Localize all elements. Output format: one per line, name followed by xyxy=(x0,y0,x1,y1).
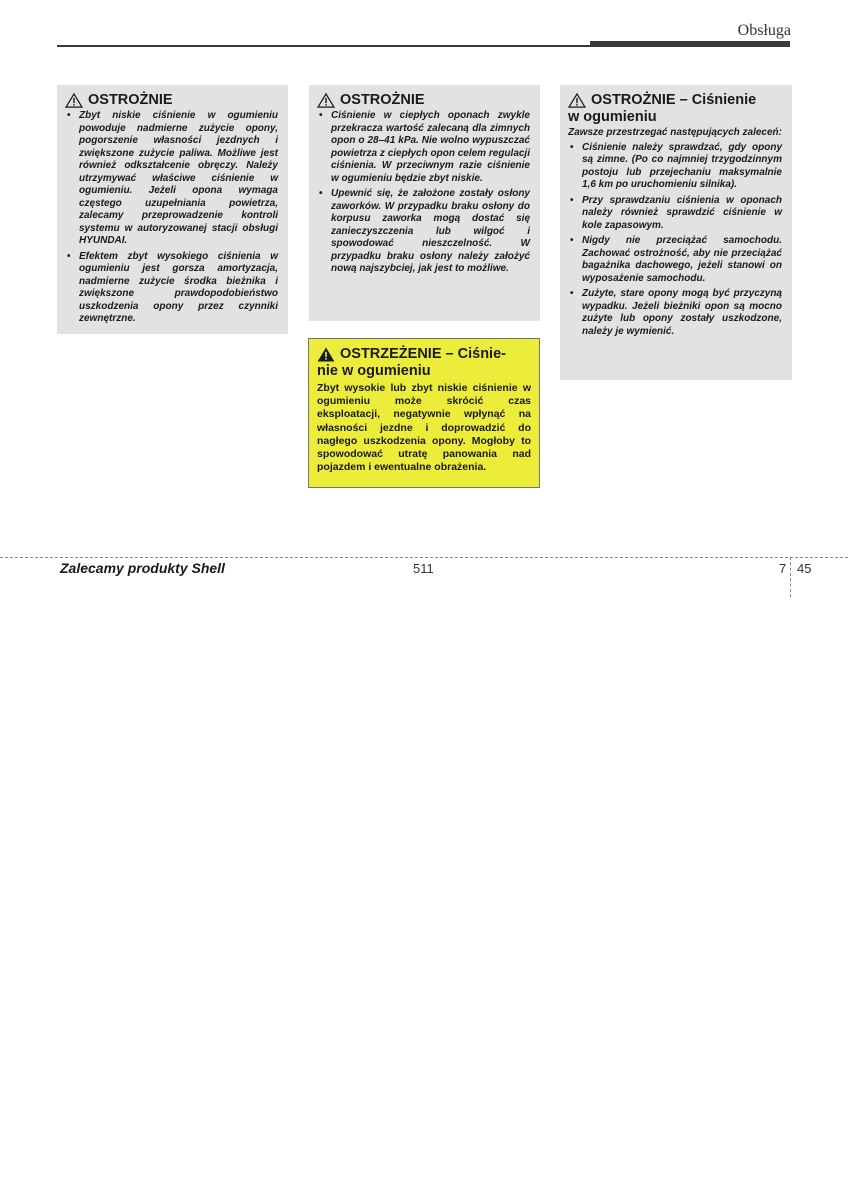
section-title: Obsługa xyxy=(737,22,791,39)
footer-vertical-cut-line xyxy=(790,557,791,597)
list-item: • Ciśnienie w ciepłych oponach zwykle przekracza wartość zalecaną dla zimnych opon o 28–41 kPa. Nie wolno wypuszczać powietrza z ciepłych opon celem regulacji ciśnienia. W przeciwnym razie ciśnienie w ogumieniu będzie zbyt niskie. xyxy=(317,110,530,185)
footer-cut-line xyxy=(0,557,848,558)
caution-title-line2: w ogumieniu xyxy=(568,109,657,125)
list-item: • Zbyt niskie ciśnienie w ogumieniu powoduje nadmierne zużycie opony, pogorszenie własności jezdnych i zwiększone zużycie paliwa. Możliwe jest również odkształcenie obręczy. Należy utrzymywać właściwe ciśnienie w ogumieniu. Jeżeli opona wymaga częstego uzupełniania powietrza, zalecamy przeprowadzenie kontroli systemu w autoryzowanej stacji obsługi HYUNDAI. xyxy=(65,110,278,248)
footer-page-number: 45 xyxy=(797,561,812,576)
caution-list xyxy=(317,110,530,276)
warning-title-text xyxy=(340,347,506,362)
caution-triangle-icon xyxy=(65,93,83,108)
warning-triangle-icon xyxy=(317,347,335,362)
caution-list xyxy=(65,110,278,326)
caution-title-text: OSTROŻNIE xyxy=(88,92,173,108)
list-item: • Nigdy nie przeciążać samochodu. Zachować ostrożność, aby nie przeciążać bagażnika dachowego, jeżeli stanowi on wyposażenie samochodu. xyxy=(568,235,782,285)
caution-triangle-icon xyxy=(568,93,586,108)
caution-intro: Zawsze przestrzegać następujących zaleceń: xyxy=(568,127,782,138)
list-item: • Efektem zbyt wysokiego ciśnienia w ogumieniu jest gorsza amortyzacja, nadmierne zużycie środka bieżnika i zwiększone prawdopodobieństwo uszkodzenia opony przez czynniki zewnętrzne. xyxy=(65,251,278,326)
caution-box-3 xyxy=(560,85,792,380)
warning-title-line1: OSTRZEŻENIE – Ciśnie- xyxy=(340,346,506,362)
footer-page-counter: 511 xyxy=(413,561,434,576)
caution-title-text: OSTROŻNIE – Ciśnienie xyxy=(591,92,757,108)
warning-text: Zbyt wysokie lub zbyt niskie ciśnienie w ogumieniu może skrócić czas eksploatacji, negatywnie wpłynąć na własności jezdne i doprowadzić do nagłego uszkodzenia opony. Mogłoby to spowodować utratę panowania nad pojazdem i ewentualne obrażenia. xyxy=(317,382,531,474)
caution-title xyxy=(317,93,530,108)
caution-triangle-icon xyxy=(317,93,335,108)
list-item: • Przy sprawdzaniu ciśnienia w oponach należy również sprawdzić ciśnienie w kole zapasowym. xyxy=(568,195,782,233)
warning-title xyxy=(317,347,531,362)
caution-title xyxy=(65,93,278,108)
list-item: • Upewnić się, że założone zostały osłony zaworków. W przypadku braku osłony do korpusu zaworka mogą dostać się zanieczyszczenia lub wilgoć i spowodować nieszczelność. W przypadku braku osłony należy założyć nową najszybciej, jak jest to możliwe. xyxy=(317,188,530,276)
caution-box-2 xyxy=(309,85,540,321)
caution-title xyxy=(568,93,782,108)
caution-list xyxy=(568,142,782,339)
caution-title-text: OSTROŻNIE xyxy=(340,92,425,108)
list-item: • Zużyte, stare opony mogą być przyczyną wypadku. Jeżeli bieżniki opon są mocno zużyte lub opony zostały uszkodzone, należy je wymienić. xyxy=(568,288,782,338)
footer-sponsor-text: Zalecamy produkty Shell xyxy=(60,560,225,576)
header-rule-accent xyxy=(590,41,790,47)
list-item: • Ciśnienie należy sprawdzać, gdy opony są zimne. (Po co najmniej trzygodzinnym postoju lub przejechaniu maksymalnie 1,6 km po uruchomieniu silnika). xyxy=(568,142,782,192)
footer-chapter-number: 7 xyxy=(779,561,787,576)
warning-title-line2: nie w ogumieniu xyxy=(317,363,431,379)
caution-box-1 xyxy=(57,85,288,334)
warning-box xyxy=(308,338,540,488)
